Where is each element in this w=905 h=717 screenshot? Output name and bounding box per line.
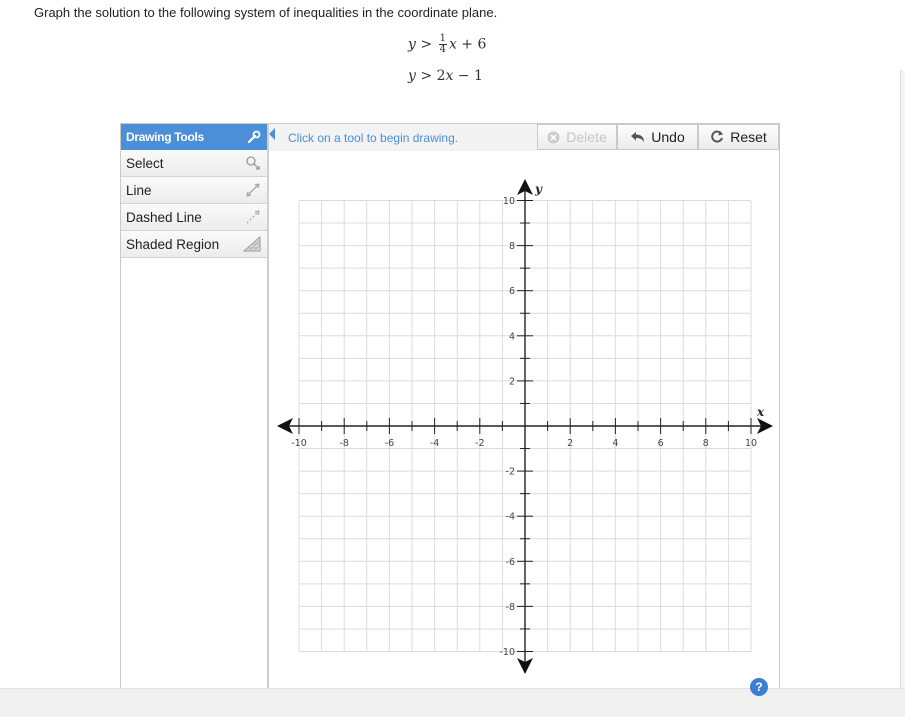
- help-icon[interactable]: ?: [750, 678, 768, 696]
- eq1-frac-num: 1: [439, 33, 446, 44]
- y-tick-label: -2: [505, 466, 515, 478]
- x-tick-label: 10: [744, 438, 758, 449]
- y-tick-label: 4: [508, 331, 515, 343]
- y-tick-label: -6: [505, 556, 515, 568]
- x-tick-label: 2: [567, 438, 574, 449]
- y-tick-label: -10: [499, 647, 515, 658]
- status-text: Click on a tool to begin drawing.: [288, 131, 459, 145]
- eq2-op: >: [420, 68, 433, 84]
- y-tick-label: 2: [508, 376, 515, 388]
- tool-select-label: Select: [126, 155, 164, 171]
- drawing-tools-title: Drawing Tools: [126, 130, 204, 144]
- x-tick-label: -8: [339, 438, 349, 449]
- x-tick-label: -10: [291, 438, 307, 449]
- eq1-lhs: y: [408, 36, 416, 53]
- page-scrollbar[interactable]: [900, 70, 905, 688]
- y-axis-name: y: [535, 182, 542, 196]
- eq2-var: x: [445, 68, 454, 84]
- eq1-rhs: + 6: [461, 36, 487, 53]
- tool-dashed-line-label: Dashed Line: [126, 209, 202, 225]
- tool-shaded-region-label: Shaded Region: [126, 236, 220, 252]
- tick-labels: [291, 182, 765, 658]
- x-tick-label: 4: [612, 438, 619, 449]
- x-tick-label: -6: [384, 438, 395, 449]
- page-footer: [0, 688, 905, 717]
- tool-line-label: Line: [126, 182, 152, 198]
- undo-label: Undo: [651, 129, 685, 145]
- x-tick-label: 6: [657, 438, 664, 449]
- eq1-frac-den: 4: [439, 44, 446, 55]
- eq2-coef: 2: [436, 68, 446, 84]
- y-tick-label: 8: [508, 241, 515, 253]
- y-tick-label: -8: [505, 601, 515, 613]
- question-prompt: Graph the solution to the following system of inequalities in the coordinate plane.: [34, 5, 498, 20]
- y-tick-label: 6: [508, 286, 515, 298]
- x-axis-name: x: [757, 405, 765, 419]
- axes: [277, 179, 773, 674]
- y-tick-label: -4: [505, 511, 515, 523]
- eq2-rhs: − 1: [457, 68, 483, 84]
- eq2-lhs: y: [408, 68, 416, 84]
- x-tick-label: -4: [429, 438, 440, 449]
- eq1-var: x: [448, 36, 457, 53]
- delete-label: Delete: [566, 129, 607, 145]
- x-tick-label: 8: [702, 438, 709, 449]
- y-tick-label: 10: [502, 196, 515, 207]
- eq1-op: >: [420, 36, 433, 53]
- reset-label: Reset: [730, 129, 767, 145]
- x-tick-label: -2: [475, 438, 485, 449]
